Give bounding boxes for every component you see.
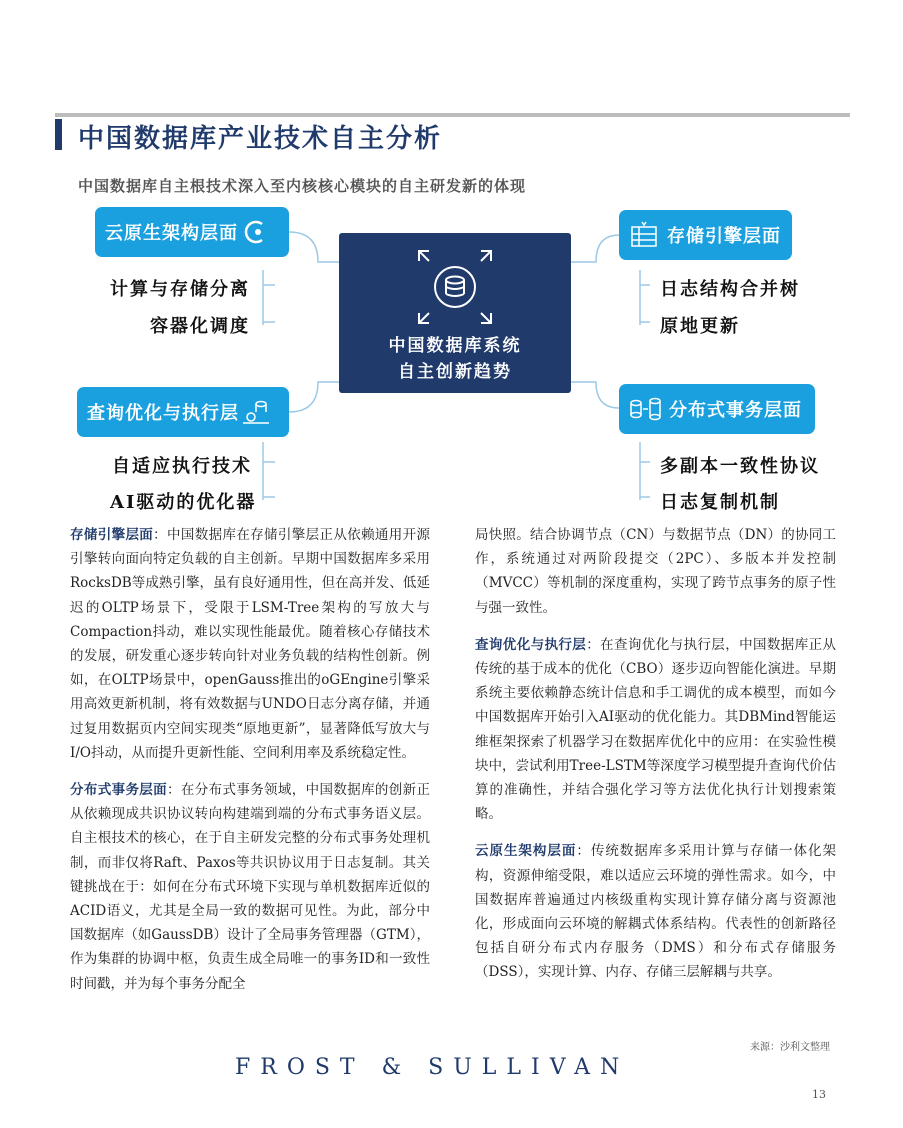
cloud-icon	[242, 218, 270, 246]
query-label: 查询优化与执行层	[87, 403, 239, 424]
cloud-item-2: 容器化调度	[150, 316, 250, 337]
storage-body: ：中国数据库在存储引擎层正从依赖通用开源引擎转向面向特定负载的自主创新。早期中国数据库多采用RocksDB等成熟引擎，虽有良好通用性，但在高并发、低延迟的OLTP场景下，受限于LSM-Tree架构的写放大与Compaction抖动，难以实现性能最优。随着核心存储技术的发展，研发重心逐步转向针对业务负载的结构性创新。例如，在OLTP场景中，openGauss推出的oGEngine引擎采用高效更新机制，将有效数据与UNDO日志分离存储，并通过复用数据页内空间实现类“原地更新”，显著降低写放大与I/O抖动，从而提升更新性能、空间利用率及系统稳定性。	[70, 527, 431, 761]
database-gear-icon	[241, 397, 271, 427]
distributed-db-icon	[629, 395, 663, 423]
distributed-txn-label: 分布式事务层面	[669, 400, 802, 421]
cloud-item-1: 计算与存储分离	[110, 279, 250, 300]
txn-continued-paragraph: 局快照。结合协调节点（CN）与数据节点（DN）的协同工作，系统通过对两阶段提交（2PC）、多版本并发控制（MVCC）等机制的深度重构，实现了跨节点事务的原子性与强一致性。	[475, 527, 836, 616]
storage-engine-label: 存储引擎层面	[667, 226, 781, 247]
brand-logo: FROST & SULLIVAN	[235, 1055, 630, 1080]
txn-body: ：在分布式事务领域，中国数据库的创新正从依赖现成共识协议转向构建端到端的分布式事务语义层。自主根技术的核心，在于自主研发完整的分布式事务处理机制，而非仅将Raft、Paxos等共识协议用于日志复制。其关键挑战在于：如何在分布式环境下实现与单机数据库近似的ACID语义，尤其是全局一致的数据可见性。为此，部分中国数据库（如GaussDB）设计了全局事务管理器（GTM），作为集群的协调中枢，负责生成全局唯一的事务ID和一致性时间戳，并为每个事务分配全	[70, 782, 431, 992]
page-title: 中国数据库产业技术自主分析	[78, 124, 443, 154]
source-note: 来源：沙利文整理	[750, 1042, 830, 1053]
page-number: 13	[812, 1088, 826, 1101]
query-pill	[77, 387, 289, 437]
cloud-native-pill	[95, 207, 289, 257]
cloud-native-label: 云原生架构层面	[105, 223, 238, 244]
center-box	[339, 233, 571, 393]
center-title-line1: 中国数据库系统	[388, 336, 522, 356]
cloud-heading: 云原生架构层面	[475, 843, 577, 860]
distributed-txn-pill	[619, 384, 815, 434]
right-column	[475, 523, 836, 998]
storage-item-2: 原地更新	[660, 316, 740, 337]
cloud-body: ：传统数据库多采用计算与存储一体化架构，资源伸缩受限，难以适应云环境的弹性需求。如今，中国数据库普遍通过内核级重构实现计算存储分离与资源池化，形成面向云环境的解耦式体系结构。代表性的创新路径包括自研分布式内存服务（DMS）和分布式存储服务（DSS），实现计算、内存、存储三层解耦与共享。	[475, 843, 837, 981]
database-expand-icon	[415, 247, 495, 327]
storage-item-1: 日志结构合并树	[660, 279, 800, 300]
txn-item-1: 多副本一致性协议	[660, 456, 820, 477]
txn-paragraph	[70, 778, 430, 996]
page-subtitle: 中国数据库自主根技术深入至内核核心模块的自主研发新的体现	[78, 177, 527, 195]
center-title-line2: 自主创新趋势	[398, 362, 512, 382]
query-heading: 查询优化与执行层	[475, 636, 587, 653]
query-item-2: AI驱动的优化器	[110, 492, 257, 513]
query-paragraph	[475, 633, 836, 827]
storage-engine-pill	[619, 210, 792, 260]
left-column	[70, 523, 430, 1009]
txn-item-2: 日志复制机制	[660, 492, 780, 513]
txn-heading: 分布式事务层面	[70, 782, 168, 799]
storage-paragraph	[70, 523, 430, 765]
cloud-paragraph	[475, 839, 836, 984]
storage-icon	[629, 220, 659, 250]
storage-heading: 存储引擎层面	[70, 527, 154, 543]
query-item-1: 自适应执行技术	[112, 456, 252, 477]
query-body: ：在查询优化与执行层，中国数据库正从传统的基于成本的优化（CBO）逐步迈向智能化演进。早期系统主要依赖静态统计信息和手工调优的成本模型，而如今中国数据库开始引入AI驱动的优化能力。其DBMind智能运维框架探索了机器学习在数据库优化中的应用：在实验性模块中，尝试利用Tree-LSTM等深度学习模型提升查询代价估算的准确性，并结合强化学习等方法优化执行计划搜索策略。	[475, 636, 837, 823]
